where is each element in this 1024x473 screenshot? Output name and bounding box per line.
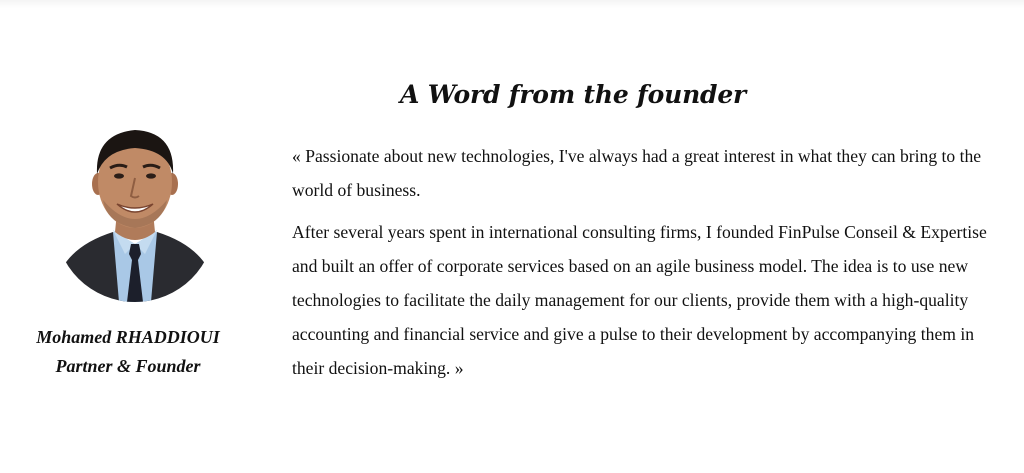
founder-quote xyxy=(292,139,1004,393)
section-title: A Word from the founder xyxy=(400,80,746,109)
founder-role: Partner & Founder xyxy=(55,356,201,376)
quote-paragraph-2: After several years spent in international consulting firms, I founded FinPulse Conseil & Expertise and built an offer of corporate services based on an agile business model. The idea is to use new technologies to facilitate the daily management for our clients, provide them with a high-quality accounting and financial service and give a pulse to their development by accompanying them in their decision-making. » xyxy=(292,222,987,378)
quote-paragraph-1: « Passionate about new technologies, I've always had a great interest in what they can bring to the world of business. xyxy=(292,146,982,200)
founder-photo xyxy=(55,120,215,302)
top-strip xyxy=(0,0,1024,8)
founder-name: Mohamed RHADDIOUI xyxy=(36,327,220,347)
founder-caption xyxy=(0,323,256,381)
